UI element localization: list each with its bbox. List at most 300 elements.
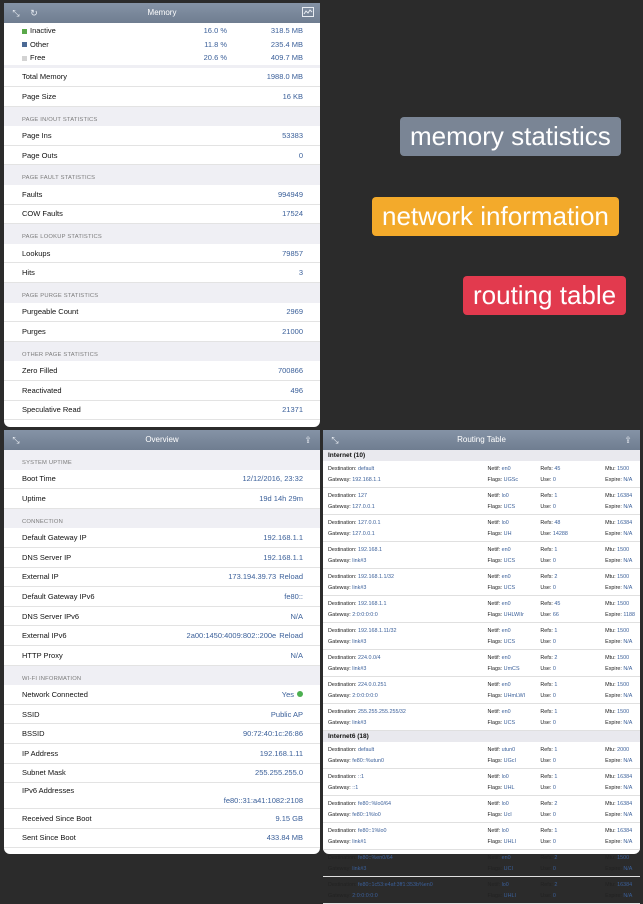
stat-value: 700866 — [277, 366, 303, 376]
route-entry[interactable] — [323, 461, 640, 488]
info-value: 192.168.1.1 — [263, 552, 303, 562]
share-icon[interactable]: ⇪ — [304, 435, 312, 445]
field-label: Refs: — [540, 854, 553, 861]
route-field-use — [540, 693, 605, 699]
memory-usage-row — [4, 24, 320, 38]
route-field-mtu — [605, 801, 635, 807]
field-label: Flags: — [487, 530, 503, 537]
route-line — [328, 879, 635, 890]
field-label: Refs: — [540, 800, 553, 807]
usage-name: Free — [30, 53, 46, 63]
field-value: 1500 — [617, 708, 630, 715]
field-label: Use: — [540, 784, 552, 791]
field-value: link#3 — [352, 665, 367, 672]
info-row — [4, 646, 320, 666]
stat-label: Speculative Read — [22, 405, 81, 415]
field-value: 255.255.255.255/32 — [357, 708, 406, 715]
route-line — [328, 582, 635, 593]
route-field-flags — [487, 477, 540, 483]
usage-size: 409.7 MB — [270, 53, 303, 63]
field-label: Netif: — [487, 492, 501, 499]
field-value: UmCS — [503, 665, 520, 672]
memory-panel — [4, 3, 320, 427]
route-field-gateway — [328, 477, 487, 483]
info-label: Default Gateway IPv6 — [22, 591, 95, 601]
field-value: ::1 — [352, 784, 359, 791]
field-label: Refs: — [540, 708, 553, 715]
route-line — [328, 679, 635, 690]
field-value: en0 — [501, 546, 511, 553]
page-size-label: Page Size — [22, 91, 57, 101]
field-label: Mtu: — [605, 492, 616, 499]
route-entry[interactable] — [323, 877, 640, 904]
route-field-mtu — [605, 774, 635, 780]
field-label: Destination: — [328, 546, 357, 553]
field-label: Gateway: — [328, 838, 351, 845]
field-value: lo0 — [501, 881, 509, 888]
field-value: 192.168.1.1 — [352, 476, 381, 483]
info-row — [4, 783, 320, 809]
field-label: Gateway: — [328, 892, 351, 899]
route-field-netif — [487, 466, 540, 472]
route-field-gateway — [328, 666, 487, 672]
route-field-gateway — [328, 785, 487, 791]
field-value: UcI — [503, 811, 512, 818]
route-field-mtu — [605, 466, 635, 472]
route-entry[interactable] — [323, 796, 640, 823]
field-value: 1 — [554, 546, 558, 553]
field-label: Refs: — [540, 681, 553, 688]
field-label: Destination: — [328, 627, 357, 634]
field-label: Use: — [540, 865, 552, 872]
route-field-netif — [487, 855, 540, 861]
field-value: 0 — [552, 584, 556, 591]
field-value: 0 — [552, 838, 556, 845]
route-group-header: Internet (10) — [323, 450, 640, 461]
info-label: HTTP Proxy — [22, 650, 63, 660]
route-entry[interactable] — [323, 650, 640, 677]
section-header: SYSTEM UPTIME — [4, 450, 320, 470]
field-value: en0 — [501, 627, 511, 634]
stat-row — [4, 126, 320, 146]
info-label: External IP — [22, 572, 59, 582]
share-icon[interactable]: ⇪ — [624, 435, 632, 445]
route-field-gateway — [328, 866, 487, 872]
reload-button[interactable]: Reload — [279, 631, 303, 641]
route-field-expire — [605, 639, 635, 645]
route-field-gateway — [328, 758, 487, 764]
route-field-destination — [328, 828, 487, 834]
field-label: Expire: — [605, 530, 622, 537]
field-value: N/A — [623, 557, 633, 564]
field-label: Expire: — [605, 584, 622, 591]
routing-table-tag: routing table — [463, 276, 626, 315]
stat-value: 21000 — [282, 327, 303, 337]
info-label: Boot Time — [22, 474, 56, 484]
field-value: 127 — [357, 492, 367, 499]
field-value: UCS — [503, 719, 516, 726]
field-value: link#3 — [352, 584, 367, 591]
route-line — [328, 798, 635, 809]
route-field-netif — [487, 493, 540, 499]
field-label: Mtu: — [605, 746, 616, 753]
field-label: Flags: — [487, 692, 503, 699]
info-label: Network Connected — [22, 689, 88, 699]
field-value: lo0 — [501, 827, 509, 834]
field-value: 1500 — [617, 654, 630, 661]
field-value: 2 — [554, 573, 558, 580]
route-line — [328, 555, 635, 566]
field-value: 0 — [552, 892, 556, 899]
field-label: Destination: — [328, 573, 357, 580]
route-line — [328, 625, 635, 636]
field-value: 1188 — [623, 611, 635, 618]
chart-icon[interactable] — [302, 7, 314, 19]
field-label: Expire: — [605, 757, 622, 764]
field-value: 127.0.0.1 — [352, 503, 375, 510]
field-label: Netif: — [487, 573, 501, 580]
section-header: PAGE LOOKUP STATISTICS — [4, 224, 320, 244]
stat-label: Page Outs — [22, 150, 58, 160]
stat-label: Lookups — [22, 248, 51, 258]
field-label: Flags: — [487, 865, 503, 872]
expand-icon[interactable]: ⤡ — [12, 435, 20, 445]
route-field-expire — [605, 785, 635, 791]
section-header: PAGE FAULT STATISTICS — [4, 165, 320, 185]
field-value: UHmLWI — [503, 692, 526, 699]
route-field-expire — [605, 558, 635, 564]
total-memory-label: Total Memory — [22, 72, 68, 82]
field-label: Destination: — [328, 654, 357, 661]
field-label: Refs: — [540, 627, 553, 634]
field-value: 45 — [554, 465, 561, 472]
route-field-expire — [605, 477, 635, 483]
info-value: 192.168.1.11 — [259, 748, 303, 758]
route-line — [328, 782, 635, 793]
field-label: Use: — [540, 757, 552, 764]
memory-usage — [4, 23, 320, 65]
route-entry[interactable] — [323, 823, 640, 850]
info-row — [4, 626, 320, 646]
route-field-refs — [540, 801, 605, 807]
field-value: 16384 — [617, 773, 633, 780]
route-field-gateway — [328, 693, 487, 699]
route-field-refs — [540, 574, 605, 580]
route-entry[interactable] — [323, 542, 640, 569]
field-label: Destination: — [328, 881, 357, 888]
route-field-expire — [605, 504, 635, 510]
field-value: fe80::%lo0/64 — [357, 800, 391, 807]
overview-title: Overview — [145, 435, 179, 444]
info-value: 433.84 MB — [266, 833, 303, 843]
route-field-use — [540, 531, 605, 537]
field-label: Gateway: — [328, 719, 351, 726]
memory-usage-row — [4, 38, 320, 52]
stat-row — [4, 263, 320, 283]
route-field-destination — [328, 574, 487, 580]
field-value: fe80::%utun0 — [352, 757, 385, 764]
route-field-flags — [487, 666, 540, 672]
route-line — [328, 863, 635, 874]
route-field-expire — [605, 612, 635, 618]
field-value: en0 — [501, 465, 511, 472]
route-field-refs — [540, 547, 605, 553]
route-field-destination — [328, 801, 487, 807]
field-label: Mtu: — [605, 627, 616, 634]
field-label: Destination: — [328, 519, 357, 526]
route-field-use — [540, 558, 605, 564]
section-header: PAGE PURGE STATISTICS — [4, 283, 320, 303]
field-label: Flags: — [487, 611, 503, 618]
route-entry[interactable] — [323, 515, 640, 542]
route-field-flags — [487, 504, 540, 510]
field-value: N/A — [623, 757, 633, 764]
connected-indicator — [297, 691, 303, 697]
field-label: Destination: — [328, 465, 357, 472]
route-line — [328, 544, 635, 555]
route-field-destination — [328, 628, 487, 634]
info-value: 2a00:1450:4009:802::200e — [186, 631, 277, 641]
field-value: link#3 — [352, 638, 367, 645]
field-value: UHL — [503, 784, 515, 791]
field-value: 0 — [552, 811, 556, 818]
route-field-use — [540, 893, 605, 899]
info-value: Public AP — [270, 709, 303, 719]
route-line — [328, 663, 635, 674]
field-label: Expire: — [605, 692, 622, 699]
field-label: Destination: — [328, 854, 357, 861]
section-header: OTHER PAGE STATISTICS — [4, 342, 320, 362]
field-value: 0 — [552, 476, 556, 483]
field-value: 1500 — [617, 681, 630, 688]
field-label: Mtu: — [605, 854, 616, 861]
route-field-gateway — [328, 504, 487, 510]
field-value: ::1 — [357, 773, 364, 780]
route-field-mtu — [605, 747, 635, 753]
field-value: 224.0.0.251 — [357, 681, 387, 688]
info-label: Uptime — [22, 493, 46, 503]
route-line — [328, 501, 635, 512]
route-field-expire — [605, 812, 635, 818]
stat-value: 79857 — [282, 248, 303, 258]
field-label: Mtu: — [605, 600, 616, 607]
route-field-mtu — [605, 655, 635, 661]
info-row — [4, 764, 320, 784]
route-entry[interactable] — [323, 850, 640, 877]
route-field-refs — [540, 520, 605, 526]
route-field-expire — [605, 758, 635, 764]
field-label: Destination: — [328, 600, 357, 607]
field-value: 2 — [554, 881, 558, 888]
field-value: 1500 — [617, 627, 630, 634]
route-field-expire — [605, 585, 635, 591]
route-entry[interactable] — [323, 623, 640, 650]
field-label: Refs: — [540, 492, 553, 499]
route-field-expire — [605, 720, 635, 726]
field-value: N/A — [623, 719, 633, 726]
reload-button[interactable]: Reload — [279, 572, 303, 582]
refresh-icon[interactable]: ↻ — [30, 8, 38, 18]
route-field-mtu — [605, 601, 635, 607]
field-label: Expire: — [605, 838, 622, 845]
route-field-refs — [540, 493, 605, 499]
route-line — [328, 598, 635, 609]
route-field-netif — [487, 574, 540, 580]
field-value: 2:0:0:0:0:0 — [352, 611, 378, 618]
stat-value: 994949 — [277, 189, 303, 199]
field-label: Netif: — [487, 654, 501, 661]
field-label: Use: — [540, 503, 552, 510]
expand-icon[interactable]: ⤡ — [12, 8, 20, 18]
route-line — [328, 825, 635, 836]
usage-name: Other — [30, 39, 49, 49]
route-field-flags — [487, 720, 540, 726]
field-value: UGcI — [503, 757, 516, 764]
route-line — [328, 771, 635, 782]
route-field-gateway — [328, 839, 487, 845]
memory-header — [4, 3, 320, 23]
stat-value: 496 — [290, 385, 303, 395]
route-field-destination — [328, 747, 487, 753]
info-label: IPv6 Addresses — [22, 786, 75, 796]
route-field-flags — [487, 531, 540, 537]
routing-title: Routing Table — [457, 435, 506, 444]
field-value: 14288 — [552, 530, 568, 537]
field-label: Flags: — [487, 476, 503, 483]
field-value: link#3 — [352, 865, 367, 872]
field-label: Expire: — [605, 503, 622, 510]
field-label: Flags: — [487, 892, 503, 899]
stat-row — [4, 146, 320, 166]
route-field-flags — [487, 893, 540, 899]
field-label: Flags: — [487, 719, 503, 726]
stat-label: Purgeable Count — [22, 307, 79, 317]
field-label: Gateway: — [328, 665, 351, 672]
memory-statistics-tag: memory statistics — [400, 117, 621, 156]
field-label: Use: — [540, 584, 552, 591]
route-field-destination — [328, 655, 487, 661]
field-label: Netif: — [487, 465, 501, 472]
route-field-netif — [487, 801, 540, 807]
field-value: 192.168.1.1 — [357, 600, 387, 607]
info-label: External IPv6 — [22, 631, 67, 641]
route-line — [328, 474, 635, 485]
route-line — [328, 652, 635, 663]
route-field-mtu — [605, 628, 635, 634]
field-label: Refs: — [540, 773, 553, 780]
field-label: Netif: — [487, 800, 501, 807]
route-entry[interactable] — [323, 742, 640, 769]
field-label: Netif: — [487, 546, 501, 553]
field-label: Mtu: — [605, 800, 616, 807]
expand-icon[interactable]: ⤡ — [331, 435, 339, 445]
field-value: N/A — [623, 638, 633, 645]
route-field-mtu — [605, 855, 635, 861]
stat-value: 53383 — [282, 131, 303, 141]
field-label: Netif: — [487, 746, 501, 753]
field-value: 127.0.0.1 — [352, 530, 375, 537]
info-label: Default Gateway IP — [22, 533, 87, 543]
field-value: 16384 — [617, 800, 633, 807]
field-label: Use: — [540, 476, 552, 483]
route-field-destination — [328, 601, 487, 607]
info-value: 192.168.1.1 — [263, 533, 303, 543]
route-field-refs — [540, 601, 605, 607]
overview-header — [4, 430, 320, 450]
field-value: 224.0.0/4 — [357, 654, 381, 661]
field-value: 0 — [552, 719, 556, 726]
field-label: Flags: — [487, 665, 503, 672]
field-value: 0 — [552, 557, 556, 564]
route-line — [328, 690, 635, 701]
field-value: 2 — [554, 800, 558, 807]
field-label: Flags: — [487, 784, 503, 791]
route-entry[interactable] — [323, 677, 640, 704]
field-label: Refs: — [540, 827, 553, 834]
info-row — [4, 744, 320, 764]
field-label: Flags: — [487, 638, 503, 645]
route-entry[interactable] — [323, 704, 640, 731]
field-value: UCS — [503, 503, 516, 510]
route-field-destination — [328, 709, 487, 715]
field-value: 48 — [554, 519, 561, 526]
field-label: Use: — [540, 692, 552, 699]
route-entry[interactable] — [323, 769, 640, 796]
field-label: Mtu: — [605, 773, 616, 780]
legend-swatch — [22, 56, 27, 61]
route-field-gateway — [328, 720, 487, 726]
info-row — [4, 470, 320, 490]
field-label: Use: — [540, 557, 552, 564]
route-field-use — [540, 839, 605, 845]
field-label: Refs: — [540, 546, 553, 553]
route-entry[interactable] — [323, 596, 640, 623]
field-value: UHLI — [503, 838, 516, 845]
field-label: Gateway: — [328, 476, 351, 483]
info-value: 19d 14h 29m — [259, 493, 303, 503]
route-entry[interactable] — [323, 488, 640, 515]
route-field-use — [540, 477, 605, 483]
field-value: 2 — [554, 854, 558, 861]
memory-usage-row — [4, 51, 320, 65]
field-label: Flags: — [487, 584, 503, 591]
field-label: Mtu: — [605, 654, 616, 661]
field-label: Destination: — [328, 773, 357, 780]
route-field-use — [540, 866, 605, 872]
route-field-netif — [487, 520, 540, 526]
info-row — [4, 809, 320, 829]
route-line — [328, 490, 635, 501]
route-field-expire — [605, 866, 635, 872]
info-value: 9.15 GB — [275, 813, 303, 823]
route-field-refs — [540, 882, 605, 888]
usage-size: 318.5 MB — [270, 26, 303, 36]
route-field-gateway — [328, 812, 487, 818]
field-value: lo0 — [501, 519, 509, 526]
field-label: Flags: — [487, 811, 503, 818]
field-label: Gateway: — [328, 865, 351, 872]
field-label: Refs: — [540, 600, 553, 607]
route-field-flags — [487, 639, 540, 645]
info-row — [4, 568, 320, 588]
field-value: N/A — [623, 865, 633, 872]
field-label: Destination: — [328, 746, 357, 753]
route-entry[interactable] — [323, 569, 640, 596]
field-value: UHLWIIr — [503, 611, 524, 618]
field-label: Expire: — [605, 865, 622, 872]
route-field-flags — [487, 612, 540, 618]
route-field-refs — [540, 466, 605, 472]
